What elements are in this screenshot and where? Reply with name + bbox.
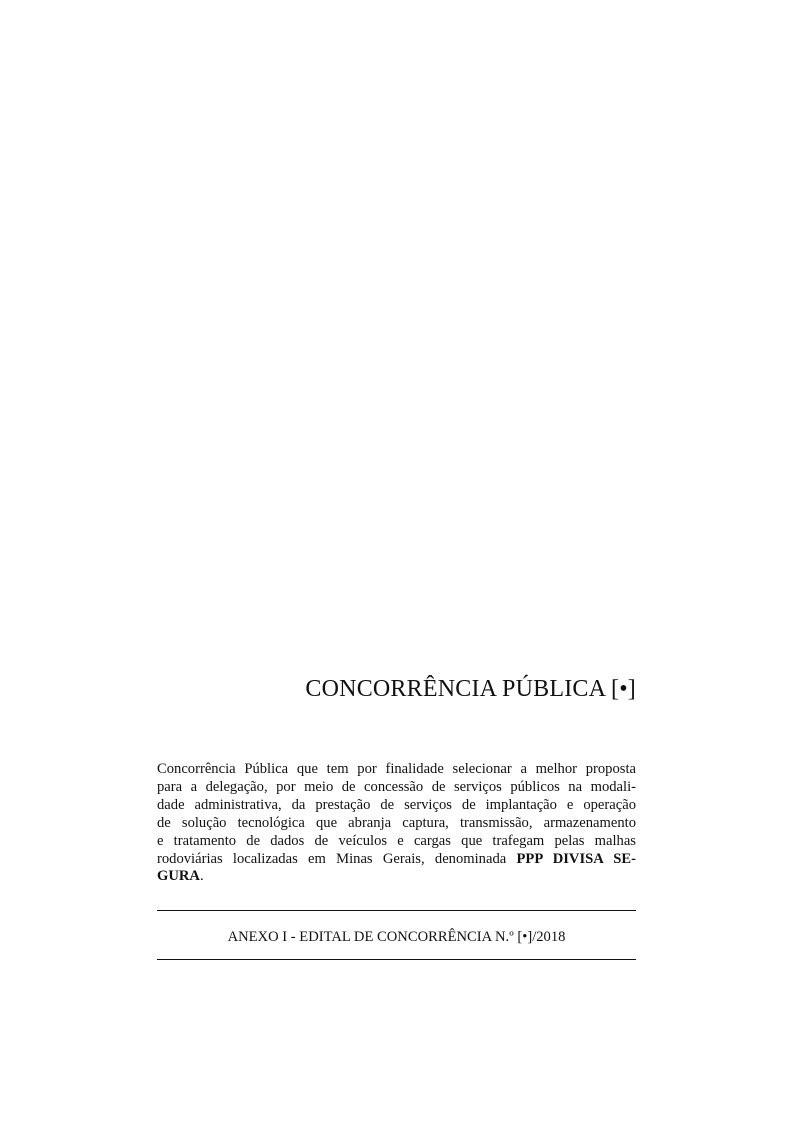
abstract-line: dade administrativa, da prestação de serviços de implantação e operação [157,796,636,813]
abstract-line: e tratamento de dados de veículos e cargas que trafegam pelas malhas [157,832,636,849]
abstract-line: de solução tecnológica que abranja captura, transmissão, armazenamento [157,814,636,831]
abstract-paragraph [157,761,636,886]
top-rule [157,910,636,911]
project-name: PPP DIVISA SE- [516,850,636,867]
abstract-line: Concorrência Pública que tem por finalidade selecionar a melhor proposta [157,761,636,777]
abstract-line: para a delegação, por meio de concessão de serviços públicos na modali- [157,778,636,795]
project-name-end: GURA [157,868,200,885]
abstract-text: rodoviárias localizadas em Minas Gerais, denominada [157,850,517,867]
document-title: CONCORRÊNCIA PÚBLICA [•] [305,676,636,702]
annex-label: ANEXO I - EDITAL DE CONCORRÊNCIA N.º [•]/2018 [227,929,566,945]
abstract-line [157,868,636,886]
bottom-rule [157,959,636,960]
abstract-text: . [199,868,204,885]
abstract-line [157,851,636,869]
